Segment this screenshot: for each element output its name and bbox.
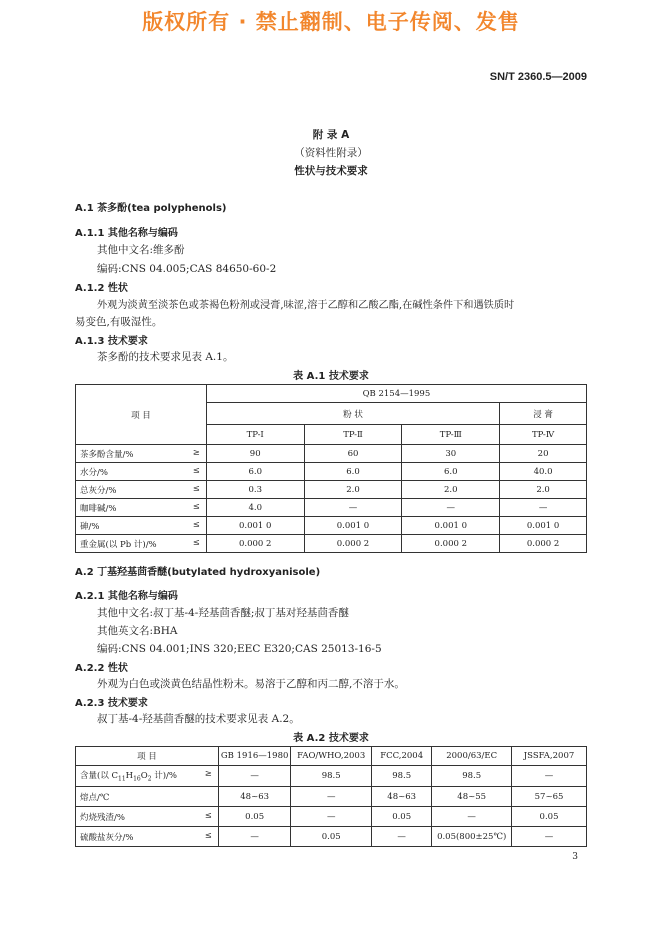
table-cell: 30 [402, 445, 500, 463]
table-cell: 0.001 0 [500, 517, 587, 535]
table-cell: — [402, 499, 500, 517]
text-line: 其他中文名:叔丁基-4-羟基茴香醚;叔丁基对羟基茴香醚 [97, 607, 349, 619]
table-cell: 48~55 [432, 787, 512, 807]
comparison-symbol: ≤ [192, 483, 200, 494]
table-cell: 0.000 2 [402, 535, 500, 553]
watermark: 版权所有 · 禁止翻制、电子传阅、发售 [142, 10, 520, 34]
table-col-header: FAO/WHO,2003 [291, 747, 372, 766]
row-label: 茶多酚含量/% [80, 449, 134, 460]
text-line: 外观为淡黄至淡茶色或茶褐色粉剂或浸膏,味涩,溶于乙醇和乙酸乙酯,在碱性条件下和遇铁质时 [97, 300, 515, 311]
table-row [76, 445, 587, 463]
section-a1-3-title: A.1.3 技术要求 [75, 336, 148, 347]
standard-code: SN/T 2360.5—2009 [489, 71, 587, 83]
comparison-symbol: ≤ [192, 501, 200, 512]
section-a2-title: A.2 丁基羟基茴香醚(butylated hydroxyanisole) [75, 567, 321, 578]
table-a1 [75, 384, 587, 553]
comparison-symbol: ≥ [204, 769, 212, 780]
appendix-title: 附 录 A [312, 129, 350, 141]
comparison-symbol: ≤ [204, 810, 212, 821]
table-cell: 0.001 0 [304, 517, 402, 535]
section-a2-1-title: A.2.1 其他名称与编码 [75, 591, 178, 602]
table-cell: 4.0 [206, 499, 304, 517]
table-cell: 57~65 [512, 787, 587, 807]
table-cell: 2.0 [500, 481, 587, 499]
table-row [76, 827, 587, 847]
section-a1-2-title: A.1.2 性状 [75, 283, 128, 294]
table-cell: 0.05 [218, 807, 291, 827]
section-a2-2-title: A.2.2 性状 [75, 663, 128, 674]
table-header-paste: 浸 膏 [500, 403, 587, 425]
table-col-header: TP-Ⅰ [206, 425, 304, 445]
table-cell: 0.000 2 [304, 535, 402, 553]
table-a1-caption: 表 A.1 技术要求 [293, 371, 369, 382]
table-col-header: GB 1916—1980 [218, 747, 291, 766]
table-cell: 6.0 [206, 463, 304, 481]
table-cell: — [291, 787, 372, 807]
comparison-symbol: ≤ [192, 537, 200, 548]
appendix-heading: 性状与技术要求 [294, 165, 368, 177]
table-cell: 0.000 2 [206, 535, 304, 553]
table-cell: 0.05 [512, 807, 587, 827]
row-label: 熔点/℃ [80, 792, 110, 803]
table-cell: 48~63 [218, 787, 291, 807]
table-cell: 0.05 [372, 807, 432, 827]
table-col-header: TP-Ⅲ [402, 425, 500, 445]
table-cell: — [372, 827, 432, 847]
table-cell: — [218, 827, 291, 847]
section-a2-3-title: A.2.3 技术要求 [75, 698, 148, 709]
comparison-symbol: ≤ [204, 830, 212, 841]
text-line: 其他英文名:BHA [97, 625, 178, 637]
table-cell: 0.001 0 [402, 517, 500, 535]
table-col-header: 2000/63/EC [432, 747, 512, 766]
text-line: 编码:CNS 04.001;INS 320;EEC E320;CAS 25013-16-5 [97, 643, 382, 655]
text-line: 其他中文名:维多酚 [97, 244, 185, 256]
table-row [76, 463, 587, 481]
table-row [76, 517, 587, 535]
table-cell: — [218, 766, 291, 787]
table-header-standard: QB 2154—1995 [206, 385, 586, 403]
row-label: 灼烧残渣/% [80, 812, 125, 823]
text-line: 易变色,有吸湿性。 [75, 316, 163, 328]
text-line: 编码:CNS 04.005;CAS 84650-60-2 [97, 263, 277, 275]
table-cell: 6.0 [304, 463, 402, 481]
table-col-header: TP-Ⅳ [500, 425, 587, 445]
section-a1-1-title: A.1.1 其他名称与编码 [75, 228, 178, 239]
table-cell: 90 [206, 445, 304, 463]
table-a2 [75, 746, 587, 847]
text-line: 叔丁基-4-羟基茴香醚的技术要求见表 A.2。 [97, 713, 300, 725]
table-cell: — [512, 827, 587, 847]
row-label: 咖啡碱/% [80, 503, 117, 514]
comparison-symbol: ≤ [192, 519, 200, 530]
table-header-item: 项 目 [76, 747, 219, 766]
text-line: 外观为白色或淡黄色结晶性粉末。易溶于乙醇和丙二醇,不溶于水。 [97, 678, 405, 690]
table-row [76, 499, 587, 517]
table-col-header: JSSFA,2007 [512, 747, 587, 766]
table-cell: — [304, 499, 402, 517]
table-row [76, 787, 587, 807]
table-cell: 2.0 [402, 481, 500, 499]
page-number: 3 [572, 852, 578, 862]
table-cell: 60 [304, 445, 402, 463]
table-cell: 0.000 2 [500, 535, 587, 553]
table-row [76, 481, 587, 499]
row-label: 总灰分/% [80, 485, 117, 496]
row-label: 砷/% [80, 521, 100, 532]
table-cell: 48~63 [372, 787, 432, 807]
table-a2-caption: 表 A.2 技术要求 [293, 733, 369, 744]
table-cell: 98.5 [291, 766, 372, 787]
row-label: 水分/% [80, 467, 108, 478]
table-cell: 2.0 [304, 481, 402, 499]
table-header-powder: 粉 状 [206, 403, 499, 425]
table-cell: 0.05(800±25℃) [432, 827, 512, 847]
text-line: 茶多酚的技术要求见表 A.1。 [97, 351, 234, 363]
comparison-symbol: ≥ [192, 447, 200, 458]
table-cell: 0.001 0 [206, 517, 304, 535]
table-cell: — [512, 766, 587, 787]
table-cell: 20 [500, 445, 587, 463]
table-header-item: 项 目 [76, 385, 207, 445]
table-cell: 0.3 [206, 481, 304, 499]
table-col-header: FCC,2004 [372, 747, 432, 766]
table-cell: 98.5 [432, 766, 512, 787]
comparison-symbol: ≤ [192, 465, 200, 476]
table-cell: 40.0 [500, 463, 587, 481]
row-label: 硫酸盐灰分/% [80, 832, 134, 843]
table-cell: — [500, 499, 587, 517]
appendix-subtitle: （资料性附录） [294, 147, 368, 159]
section-a1-title: A.1 茶多酚(tea polyphenols) [75, 203, 227, 214]
table-cell: — [432, 807, 512, 827]
table-row [76, 766, 587, 787]
row-label: 重金属(以 Pb 计)/% [80, 539, 157, 550]
table-col-header: TP-Ⅱ [304, 425, 402, 445]
row-label: 含量(以 $C_{11}H_{16}O_2$ 计)/% [80, 771, 177, 783]
table-cell: 0.05 [291, 827, 372, 847]
table-cell: — [291, 807, 372, 827]
table-cell: 6.0 [402, 463, 500, 481]
table-cell: 98.5 [372, 766, 432, 787]
table-row [76, 807, 587, 827]
table-row [76, 535, 587, 553]
